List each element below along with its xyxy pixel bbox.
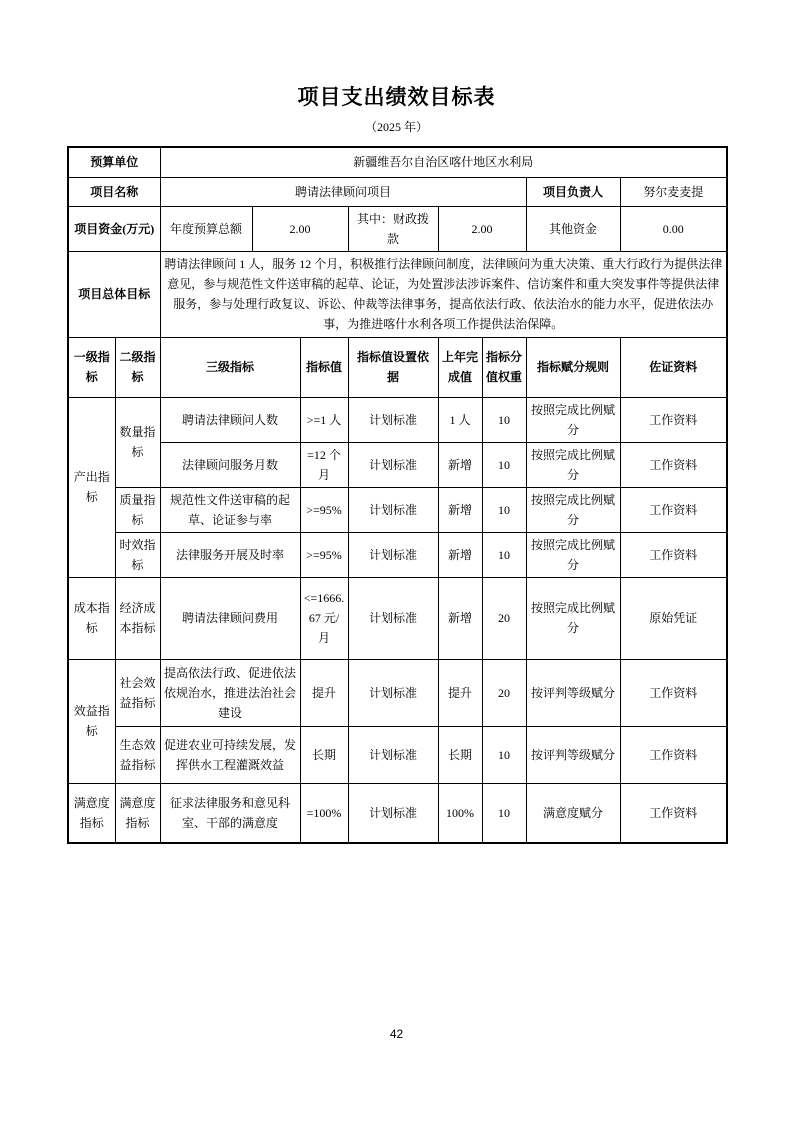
basis-cell: 计划标准 — [348, 726, 438, 783]
level3-cell: 征求法律服务和意见科室、干部的满意度 — [160, 783, 300, 843]
level2-timeliness-cell: 时效指标 — [115, 532, 160, 577]
level2-satisfaction-cell: 满意度指标 — [115, 783, 160, 843]
header-value: 指标值 — [300, 337, 348, 397]
page-subtitle: （2025 年） — [364, 120, 428, 134]
header-prev-year: 上年完成值 — [438, 337, 482, 397]
header-basis: 指标值设置依据 — [348, 337, 438, 397]
level1-output-cell: 产出指标 — [68, 397, 115, 577]
prev-year-cell: 新增 — [438, 532, 482, 577]
project-lead-label: 项目负责人 — [526, 177, 620, 206]
annual-budget-label: 年度预算总额 — [160, 206, 252, 251]
prev-year-cell: 新增 — [438, 577, 482, 659]
row-overall-goal — [68, 251, 727, 337]
row-project-funds — [68, 206, 727, 251]
level3-cell: 聘请法律顾问费用 — [160, 577, 300, 659]
level2-economic-cost-cell: 经济成本指标 — [115, 577, 160, 659]
other-funds-value: 0.00 — [620, 206, 727, 251]
row-project-name — [68, 177, 727, 206]
basis-cell: 计划标准 — [348, 532, 438, 577]
scoring-rule-cell: 按照完成比例赋分 — [526, 442, 620, 487]
level3-cell: 促进农业可持续发展，发挥供水工程灌溉效益 — [160, 726, 300, 783]
scoring-rule-cell: 按评判等级赋分 — [526, 726, 620, 783]
value-cell: =12 个月 — [300, 442, 348, 487]
row-budget-unit — [68, 147, 727, 177]
value-cell: 长期 — [300, 726, 348, 783]
budget-unit-label: 预算单位 — [68, 147, 160, 177]
budget-unit-value: 新疆维吾尔自治区喀什地区水利局 — [160, 147, 727, 177]
value-cell: >=95% — [300, 487, 348, 532]
basis-cell: 计划标准 — [348, 442, 438, 487]
prev-year-cell: 100% — [438, 783, 482, 843]
scoring-rule-cell: 按照完成比例赋分 — [526, 487, 620, 532]
level3-cell: 规范性文件送审稿的起草、论证参与率 — [160, 487, 300, 532]
evidence-cell: 工作资料 — [620, 783, 727, 843]
project-name-label: 项目名称 — [68, 177, 160, 206]
prev-year-cell: 提升 — [438, 659, 482, 726]
scoring-rule-cell: 按照完成比例赋分 — [526, 397, 620, 442]
evidence-cell: 工作资料 — [620, 397, 727, 442]
overall-goal-text: 聘请法律顾问 1 人，服务 12 个月，积极推行法律顾问制度，法律顾问为重大决策、重大行政行为提供法律意见，参与规范性文件送审稿的起草、论证，为处置涉法涉诉案件、信访案件和重大突发事件等提供法律服务，参与处理行政复议、诉讼、仲裁等法律事务，提高依法行政、依法治水的能力水平，促进依法办事，为推进喀什水利各项工作提供法治保障。 — [160, 251, 727, 337]
prev-year-cell: 1 人 — [438, 397, 482, 442]
indicator-row — [68, 397, 727, 442]
page-title: 项目支出绩效目标表 — [297, 85, 496, 109]
weight-cell: 10 — [482, 397, 526, 442]
other-funds-label: 其他资金 — [526, 206, 620, 251]
weight-cell: 10 — [482, 442, 526, 487]
performance-target-table — [67, 146, 728, 844]
prev-year-cell: 新增 — [438, 487, 482, 532]
level2-eco-benefit-cell: 生态效益指标 — [115, 726, 160, 783]
scoring-rule-cell: 按照完成比例赋分 — [526, 532, 620, 577]
indicator-row — [68, 726, 727, 783]
basis-cell: 计划标准 — [348, 487, 438, 532]
level2-quality-cell: 质量指标 — [115, 487, 160, 532]
level3-cell: 法律服务开展及时率 — [160, 532, 300, 577]
evidence-cell: 工作资料 — [620, 442, 727, 487]
funds-label: 项目资金(万元) — [68, 206, 160, 251]
evidence-cell: 工作资料 — [620, 726, 727, 783]
fiscal-allocation-value: 2.00 — [438, 206, 526, 251]
level3-cell: 法律顾问服务月数 — [160, 442, 300, 487]
fiscal-allocation-label: 其中：财政拨款 — [348, 206, 438, 251]
header-level3: 三级指标 — [160, 337, 300, 397]
value-cell: >=1 人 — [300, 397, 348, 442]
header-weight: 指标分值权重 — [482, 337, 526, 397]
basis-cell: 计划标准 — [348, 659, 438, 726]
scoring-rule-cell: 满意度赋分 — [526, 783, 620, 843]
prev-year-cell: 新增 — [438, 442, 482, 487]
project-name-value: 聘请法律顾问项目 — [160, 177, 526, 206]
overall-goal-label: 项目总体目标 — [68, 251, 160, 337]
basis-cell: 计划标准 — [348, 783, 438, 843]
level1-cost-cell: 成本指标 — [68, 577, 115, 659]
header-scoring-rule: 指标赋分规则 — [526, 337, 620, 397]
document-content — [67, 84, 726, 844]
indicator-row — [68, 442, 727, 487]
indicator-row — [68, 659, 727, 726]
level3-cell: 提高依法行政、促进依法依规治水，推进法治社会建设 — [160, 659, 300, 726]
page-number: 42 — [389, 1027, 404, 1041]
scoring-rule-cell: 按评判等级赋分 — [526, 659, 620, 726]
level3-cell: 聘请法律顾问人数 — [160, 397, 300, 442]
weight-cell: 20 — [482, 577, 526, 659]
basis-cell: 计划标准 — [348, 577, 438, 659]
value-cell: >=95% — [300, 532, 348, 577]
header-evidence: 佐证资料 — [620, 337, 727, 397]
value-cell: =100% — [300, 783, 348, 843]
evidence-cell: 工作资料 — [620, 487, 727, 532]
value-cell: 提升 — [300, 659, 348, 726]
header-level1: 一级指标 — [68, 337, 115, 397]
evidence-cell: 原始凭证 — [620, 577, 727, 659]
level1-satisfaction-cell: 满意度指标 — [68, 783, 115, 843]
weight-cell: 10 — [482, 726, 526, 783]
indicator-row — [68, 577, 727, 659]
project-lead-value: 努尔麦麦提 — [620, 177, 727, 206]
evidence-cell: 工作资料 — [620, 532, 727, 577]
header-level2: 二级指标 — [115, 337, 160, 397]
level2-quantity-cell: 数量指标 — [115, 397, 160, 487]
indicator-row — [68, 487, 727, 532]
prev-year-cell: 长期 — [438, 726, 482, 783]
weight-cell: 10 — [482, 487, 526, 532]
level2-social-benefit-cell: 社会效益指标 — [115, 659, 160, 726]
evidence-cell: 工作资料 — [620, 659, 727, 726]
weight-cell: 10 — [482, 783, 526, 843]
value-cell: <=1666.67 元/月 — [300, 577, 348, 659]
annual-budget-value: 2.00 — [252, 206, 348, 251]
indicator-row — [68, 783, 727, 843]
indicator-header-row — [68, 337, 727, 397]
scoring-rule-cell: 按照完成比例赋分 — [526, 577, 620, 659]
indicator-row — [68, 532, 727, 577]
basis-cell: 计划标准 — [348, 397, 438, 442]
weight-cell: 10 — [482, 532, 526, 577]
level1-benefit-cell: 效益指标 — [68, 659, 115, 783]
weight-cell: 20 — [482, 659, 526, 726]
